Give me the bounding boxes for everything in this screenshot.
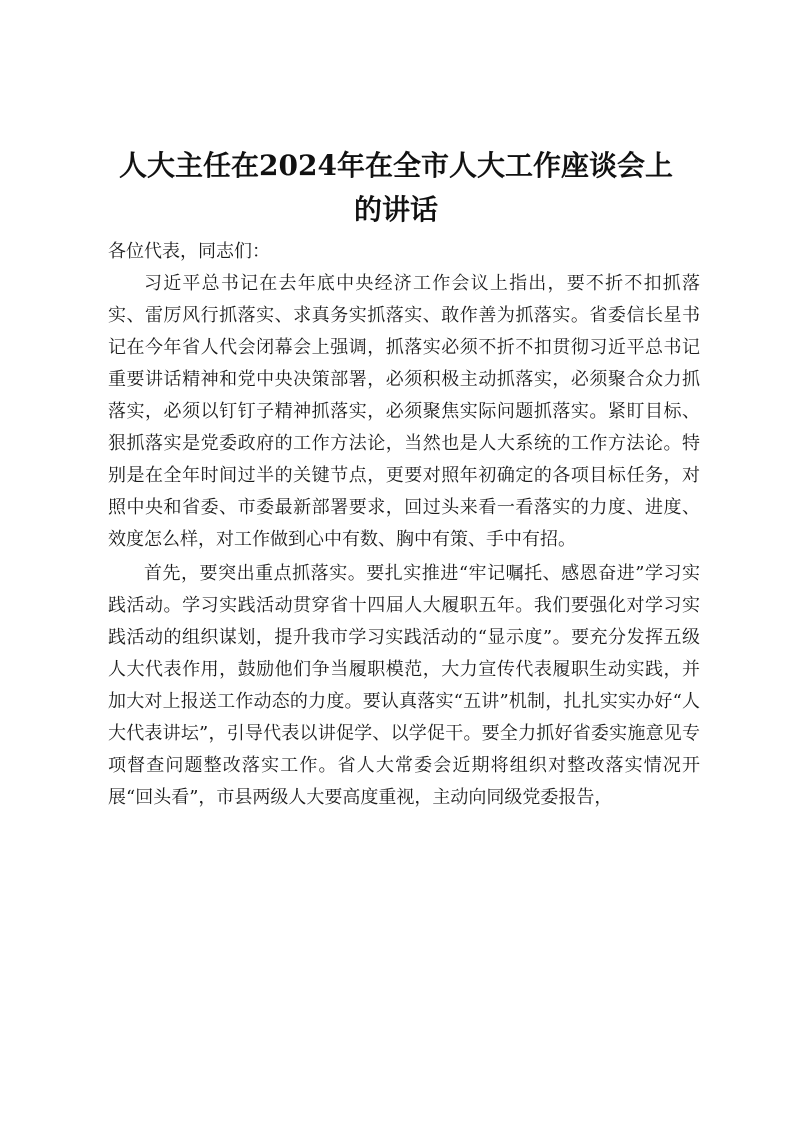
- title-line-2: 的讲话: [353, 193, 438, 226]
- salutation: 各位代表，同志们：: [108, 241, 270, 262]
- paragraph-2: 首先，要突出重点抓落实。要扎实推进“牢记嘱托、感恩奋进”学习实践活动。学习实践活动贯穿省十四届人大履职五年。我们要强化对学习实践活动的组织谋划，提升我市学习实践活动的“显示度”。要充分发挥五级人大代表作用，鼓励他们争当履职模范，大力宣传代表履职生动实践，并加大对上报送工作动态的力度。要认真落实“五讲”机制，扎扎实实办好“人大代表讲坛”，引导代表以讲促学、以学促干。要全力抓好省委实施意见专项督查问题整改落实工作。省人大常委会近期将组织对整改落实情况开展“回头看”，市县两级人大要高度重视，主动向同级党委报告，: [108, 563, 700, 808]
- document-body: [108, 236, 700, 814]
- paragraph-1: 习近平总书记在去年底中央经济工作会议上指出，要不折不扣抓落实、雷厉风行抓落实、求真务实抓落实、敢作善为抓落实。省委信长星书记在今年省人代会闭幕会上强调，抓落实必须不折不扣贯彻习近平总书记重要讲话精神和党中央决策部署，必须积极主动抓落实，必须聚合众力抓落实，必须以钉钉子精神抓落实，必须聚焦实际问题抓落实。紧盯目标、狠抓落实是党委政府的工作方法论，当然也是人大系统的工作方法论。特别是在全年时间过半的关键节点，更要对照年初确定的各项目标任务，对照中央和省委、市委最新部署要求，回过头来看一看落实的力度、进度、效度怎么样，对工作做到心中有数、胸中有策、手中有招。: [108, 273, 700, 550]
- title-line-1: 人大主任在2024年在全市人大工作座谈会上: [119, 149, 673, 182]
- document-title: [96, 144, 696, 232]
